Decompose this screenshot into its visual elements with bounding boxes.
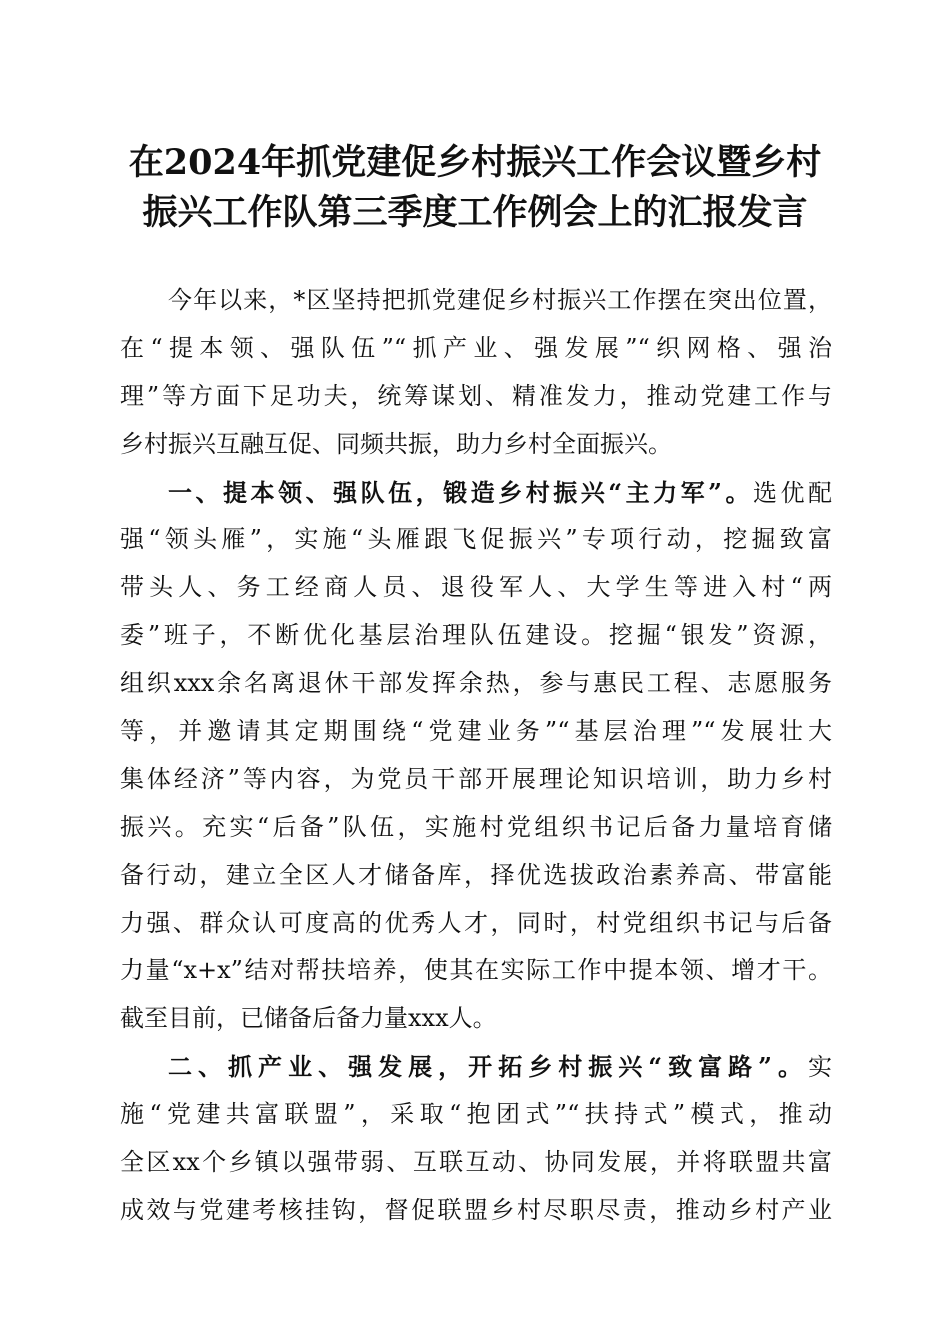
paragraph-line: 集体经济”等内容，为党员干部开展理论知识培训，助力乡村: [120, 764, 832, 793]
paragraph-line: 成效与党建考核挂钩，督促联盟乡村尽职尽责，推动乡村产业: [120, 1195, 832, 1224]
paragraph-line: 施“党建共富联盟”，采取“抱团式”“扶持式”模式，推动: [120, 1100, 832, 1129]
section-heading-line: [120, 469, 832, 517]
section-heading-rest: 实: [808, 1053, 832, 1082]
title-line: 振兴工作队第三季度工作例会上的汇报发言: [142, 192, 808, 233]
document-body: [120, 277, 832, 1235]
paragraph-line: 组织xxx余名离退休干部发挥余热，参与惠民工程、志愿服务: [120, 669, 832, 698]
paragraph-line: 带头人、务工经商人员、退役军人、大学生等进入村“两: [120, 573, 832, 602]
paragraph-line: 委”班子，不断优化基层治理队伍建设。挖掘“银发”资源，: [120, 621, 832, 650]
document-title: [100, 138, 850, 238]
paragraph-line: 等，并邀请其定期围绕“党建业务”“基层治理”“发展壮大: [120, 717, 832, 746]
section-heading: 一、提本领、强队伍，锻造乡村振兴“主力军”。: [168, 477, 753, 507]
section-heading: 二、抓产业、强发展，开拓乡村振兴“致富路”。: [168, 1052, 808, 1082]
paragraph-line: 全区xx个乡镇以强带弱、互联互动、协同发展，并将联盟共富: [120, 1148, 832, 1177]
title-line: 在2024年抓党建促乡村振兴工作会议暨乡村: [128, 142, 822, 183]
paragraph-line: 强“领头雁”，实施“头雁跟飞促振兴”专项行动，挖掘致富: [120, 525, 832, 554]
paragraph-line: 在“提本领、强队伍”“抓产业、强发展”“织网格、强治: [120, 333, 832, 362]
paragraph-line: 振兴。充实“后备”队伍，实施村党组织书记后备力量培育储: [120, 812, 832, 841]
paragraph-line: 力强、群众认可度高的优秀人才，同时，村党组织书记与后备: [120, 908, 832, 937]
paragraph-line: 今年以来，*区坚持把抓党建促乡村振兴工作摆在突出位置，: [168, 286, 832, 314]
paragraph-line: 乡村振兴互融互促、同频共振，助力乡村全面振兴。: [120, 429, 672, 458]
paragraph-line: 备行动，建立全区人才储备库，择优选拔政治素养高、带富能: [120, 860, 832, 889]
paragraph-line: 力量“x+x”结对帮扶培养，使其在实际工作中提本领、增才干。: [120, 956, 832, 985]
section-heading-line: [120, 1043, 832, 1091]
section-heading-rest: 选优配: [752, 478, 833, 507]
paragraph-line: 理”等方面下足功夫，统筹谋划、精准发力，推动党建工作与: [120, 381, 832, 410]
paragraph-line: 截至目前，已储备后备力量xxx人。: [120, 1004, 497, 1033]
